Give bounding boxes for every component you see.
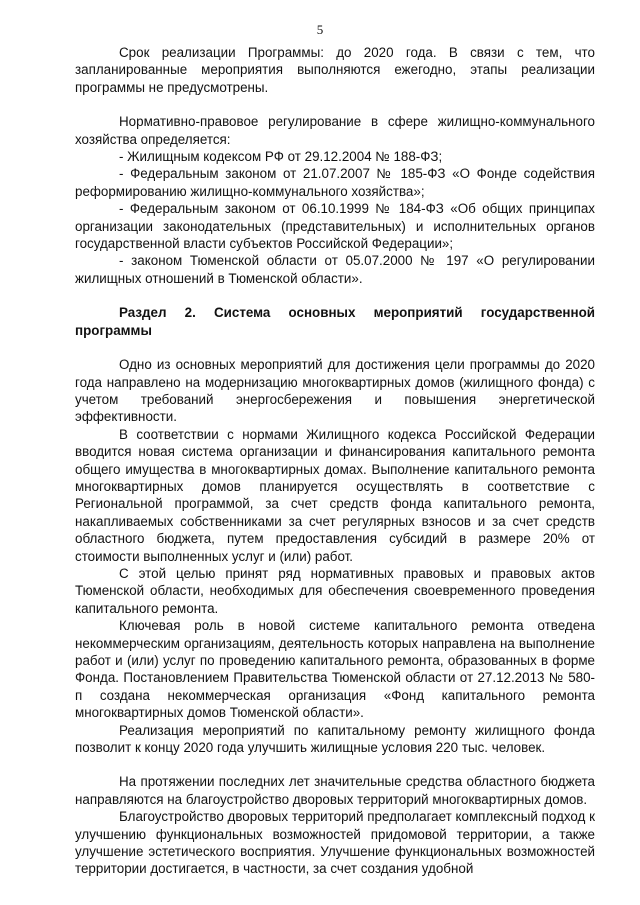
spacer bbox=[75, 756, 595, 773]
paragraph-modernization: Одно из основных мероприятий для достижения цели программы до 2020 года направлено на модернизацию многоквартирных домов (жилищного фонда) с учетом требований энергосбережения и повышения энергетической эффективности. bbox=[75, 357, 595, 425]
list-item-regional-law-197: - законом Тюменской области от 05.07.2000 № 197 «О регулировании жилищных отношений в Тюменской области». bbox=[75, 253, 595, 286]
page-number: 5 bbox=[316, 22, 324, 37]
list-item-federal-law-184: - Федеральным законом от 06.10.1999 № 184-ФЗ «Об общих принципах организации законодательных (представительных) и исполнительных органов государственной власти субъектов Российской Федерации»; bbox=[75, 201, 595, 252]
paragraph-implementation-period: Срок реализации Программы: до 2020 года. В связи с тем, что запланированные мероприятия выполняются ежегодно, этапы реализации программы не предусмотрены. bbox=[75, 45, 595, 95]
list-item-housing-code: - Жилищным кодексом РФ от 29.12.2004 № 188-ФЗ; bbox=[119, 149, 443, 165]
paragraph-landscaping-approach: Благоустройство дворовых территорий предполагает комплексный подход к улучшению функциональных возможностей придомовой территории, а также улучшение эстетического восприятия. Улучшение функциональных возможностей территории достигается, в частности, за счет создания удобной bbox=[75, 809, 595, 877]
paragraph-fund-role: Ключевая роль в новой системе капитального ремонта отведена некоммерческим организациям, деятельность которых направлена на выполнение работ и (или) услуг по проведению капитального ремонта, образованных в форме Фонда. Постановлением Правительства Тюменской области от 27.12.2013 № 580-п создана некоммерческая организация «Фонд капитального ремонта многоквартирных домов Тюменской области». bbox=[75, 618, 595, 721]
paragraph-legal-acts: С этой целью принят ряд нормативных правовых и правовых актов Тюменской области, необходимых для обеспечения своевременного проведения капитального ремонта. bbox=[75, 565, 595, 616]
paragraph-outcome: Реализация мероприятий по капитальному ремонту жилищного фонда позволит к концу 2020 года улучшить жилищные условия 220 тыс. человек. bbox=[75, 722, 595, 756]
paragraph-budget-landscaping: На протяжении последних лет значительные средства областного бюджета направляются на благоустройство дворовых территорий многоквартирных домов. bbox=[75, 774, 595, 807]
paragraph-capital-repair-system: В соответствии с нормами Жилищного кодекса Российской Федерации вводится новая система организации и финансирования капитального ремонта общего имущества в многоквартирных домах. Выполнение капитального ремонта многоквартирных домов планируется осуществлять в соответствие с Региональной программой, за счет средств фонда капитального ремонта, накапливаемых собственниками за счет регулярных взносов и за счет средств областного бюджета, путем предоставления субсидий в размере 20% от стоимости выполненных услуг и (или) работ. bbox=[75, 426, 595, 564]
spacer bbox=[75, 339, 595, 356]
spacer bbox=[75, 96, 595, 113]
paragraph-regulation-intro: Нормативно-правовое регулирование в сфере жилищно-коммунального хозяйства определяется: bbox=[75, 114, 595, 147]
list-item-federal-law-185: - Федеральным законом от 21.07.2007 № 185-ФЗ «О Фонде содействия реформированию жилищно-коммунального хозяйства»; bbox=[75, 166, 595, 199]
section-title: Раздел 2. Система основных мероприятий государственной программы bbox=[75, 305, 595, 338]
spacer bbox=[75, 287, 595, 304]
page-body bbox=[75, 44, 595, 878]
